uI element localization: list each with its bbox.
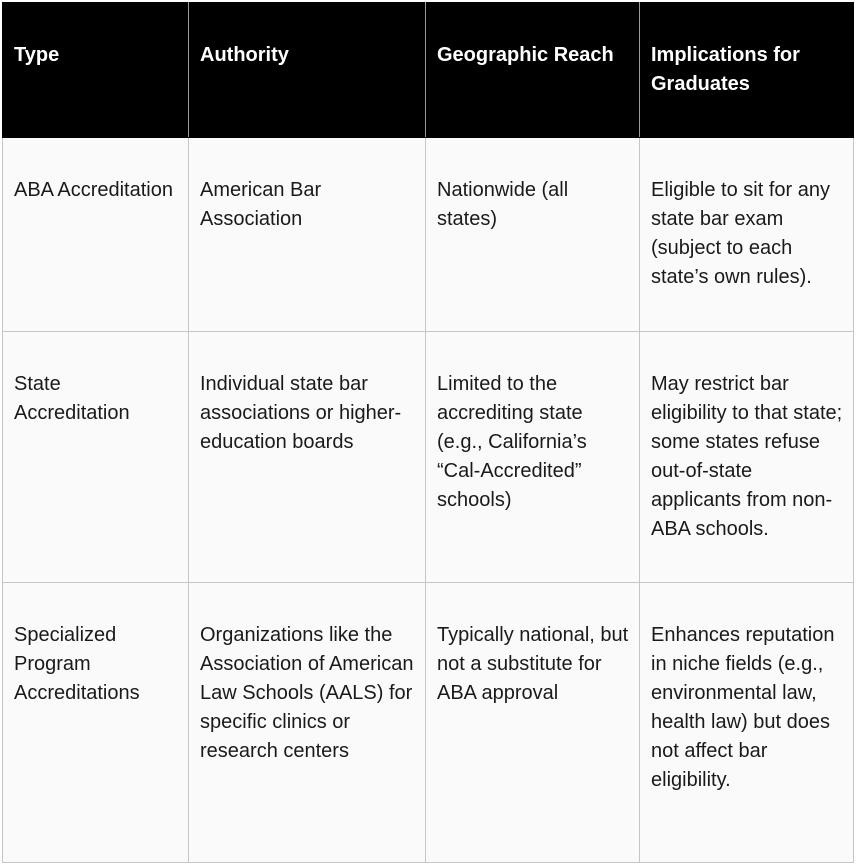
cell-geographic-reach: Nationwide (all states): [426, 138, 640, 332]
cell-authority: American Bar Association: [189, 138, 426, 332]
header-row: [3, 3, 854, 138]
cell-authority: Individual state bar associations or higher-education boards: [189, 332, 426, 583]
table-row: [3, 583, 854, 863]
table-row: [3, 332, 854, 583]
cell-type: ABA Accreditation: [3, 138, 189, 332]
table-row: [3, 138, 854, 332]
cell-type: Specialized Program Accreditations: [3, 583, 189, 863]
cell-type: State Accreditation: [3, 332, 189, 583]
cell-implications: May restrict bar eligibility to that state; some states refuse out-of-state applicants from non-ABA schools.: [640, 332, 854, 583]
table-body: [3, 138, 854, 863]
cell-implications: Eligible to sit for any state bar exam (subject to each state’s own rules).: [640, 138, 854, 332]
header-authority: Authority: [189, 3, 426, 138]
accreditation-table: [2, 2, 854, 863]
header-geographic-reach: Geographic Reach: [426, 3, 640, 138]
cell-authority: Organizations like the Association of American Law Schools (AALS) for specific clinics or research centers: [189, 583, 426, 863]
header-implications: Implications for Graduates: [640, 3, 854, 138]
header-type: Type: [3, 3, 189, 138]
cell-implications: Enhances reputation in niche fields (e.g., environmental law, health law) but does not affect bar eligibility.: [640, 583, 854, 863]
cell-geographic-reach: Typically national, but not a substitute for ABA approval: [426, 583, 640, 863]
table-header: [3, 3, 854, 138]
cell-geographic-reach: Limited to the accrediting state (e.g., California’s “Cal-Accredited” schools): [426, 332, 640, 583]
